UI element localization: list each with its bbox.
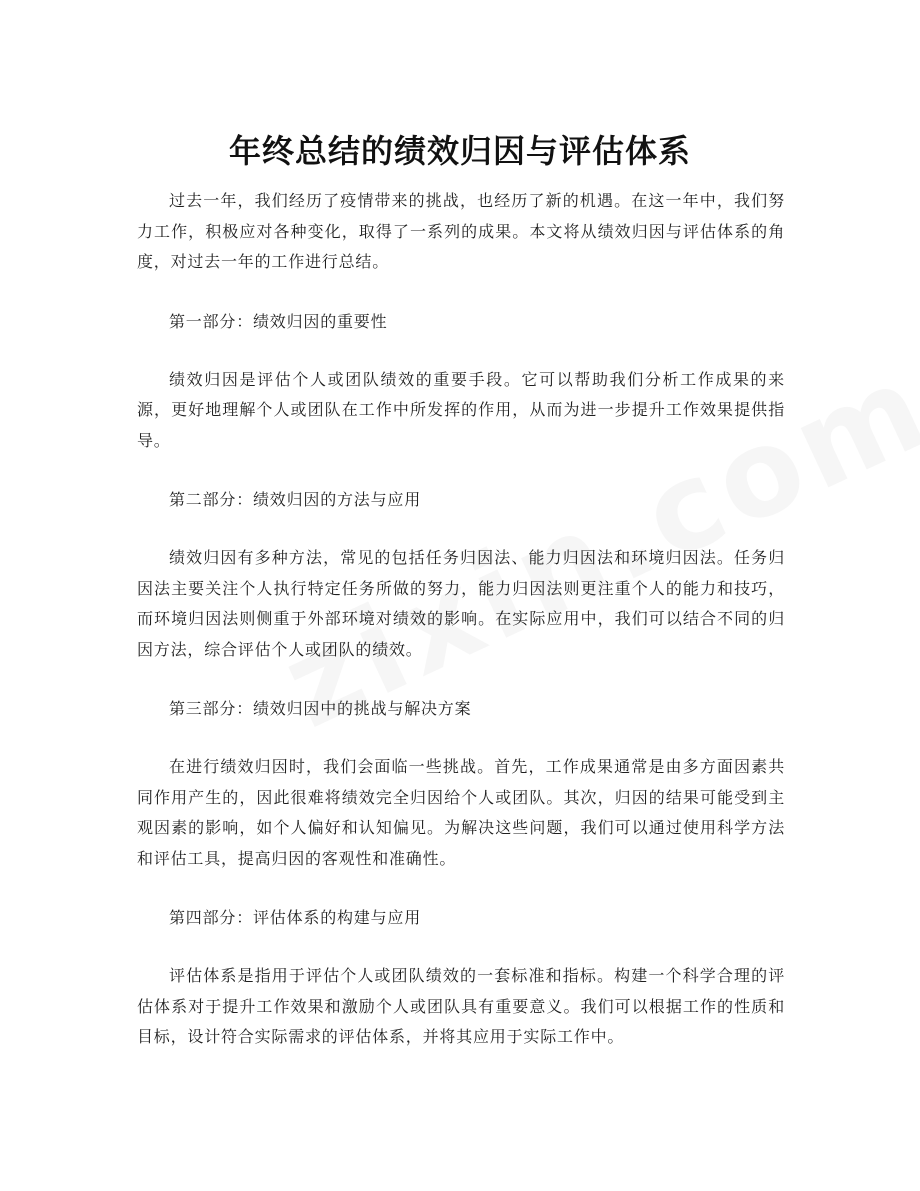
section-heading-1: 第一部分：绩效归因的重要性 bbox=[169, 311, 388, 331]
section-paragraph-3: 在进行绩效归因时，我们会面临一些挑战。首先，工作成果通常是由多方面因素共同作用产生的，因此很难将绩效完全归因给个人或团队。其次，归因的结果可能受到主观因素的影响，如个人偏好和认知偏见。为解决这些问题，我们可以通过使用科学方法和评估工具，提高归因的客观性和准确性。 bbox=[137, 757, 785, 868]
intro-paragraph: 过去一年，我们经历了疫情带来的挑战，也经历了新的机遇。在这一年中，我们努力工作，积极应对各种变化，取得了一系列的成果。本文将从绩效归因与评估体系的角度，对过去一年的工作进行总结。 bbox=[137, 191, 785, 271]
document-title: 年终总结的绩效归因与评估体系 bbox=[228, 132, 691, 171]
section-heading-2: 第二部分：绩效归因的方法与应用 bbox=[169, 490, 422, 509]
section-paragraph-4: 评估体系是指用于评估个人或团队绩效的一套标准和指标。构建一个科学合理的评估体系对于提升工作效果和激励个人或团队具有重要意义。我们可以根据工作的性质和目标，设计符合实际需求的评估体系，并将其应用于实际工作中。 bbox=[137, 966, 785, 1046]
document-body bbox=[137, 186, 785, 1082]
section-heading-3: 第三部分：绩效归因中的挑战与解决方案 bbox=[169, 699, 472, 718]
section-paragraph-2: 绩效归因有多种方法，常见的包括任务归因法、能力归因法和环境归因法。任务归因法主要关注个人执行特定任务所做的努力，能力归因法则更注重个人的能力和技巧，而环境归因法则侧重于外部环境对绩效的影响。在实际应用中，我们可以结合不同的归因方法，综合评估个人或团队的绩效。 bbox=[137, 548, 785, 659]
section-heading-4: 第四部分：评估体系的构建与应用 bbox=[169, 908, 422, 927]
section-paragraph-1: 绩效归因是评估个人或团队绩效的重要手段。它可以帮助我们分析工作成果的来源，更好地理解个人或团队在工作中所发挥的作用，从而为进一步提升工作效果提供指导。 bbox=[137, 369, 785, 450]
